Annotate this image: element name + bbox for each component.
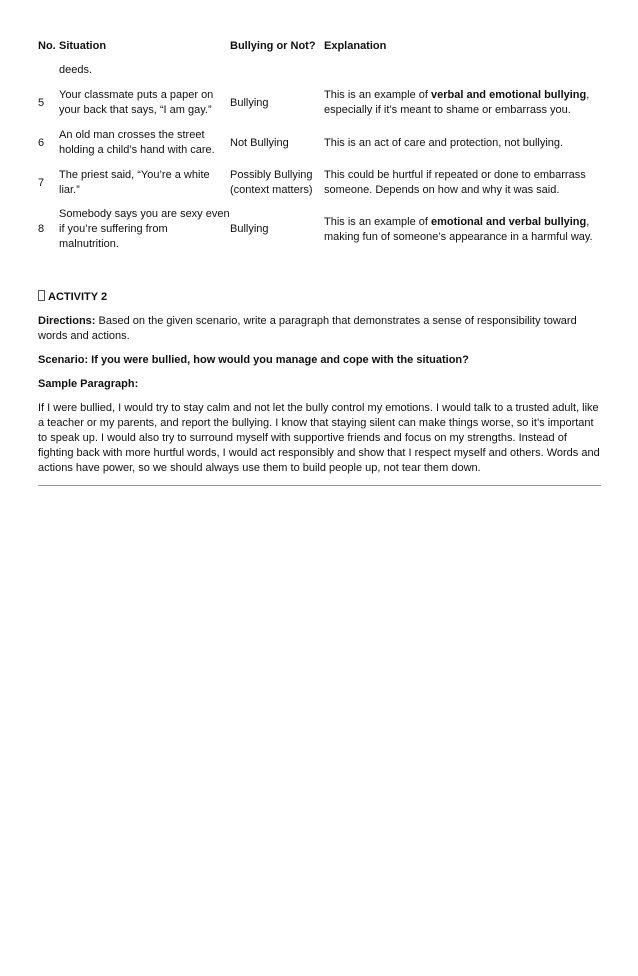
cell-situation: Somebody says you are sexy even if you’re suffering from malnutrition. [59, 208, 230, 250]
cell-no: 7 [38, 176, 45, 189]
horizontal-rule [38, 485, 601, 486]
explanation-text: This is an act of care and protection, not bullying. [324, 136, 564, 149]
scenario-text: Scenario: If you were bullied, how would you manage and cope with the situation? [38, 354, 469, 366]
cell-bullying: Bullying [230, 96, 269, 109]
cell-situation: deeds. [59, 64, 93, 76]
explanation-bold: emotional and verbal bullying [431, 215, 587, 228]
table-row [38, 87, 601, 127]
sample-paragraph: If I were bullied, I would try to stay calm and not let the bully control my emotions. I would talk to a trusted adult, like a teacher or my parents, and report the bullying. I know that staying silent can make things worse, so it’s important to speak up. I would also try to surround myself with supportive friends and focus on my strengths. Instead of fighting back with more hurtful words, I would act responsibly and show that I respect myself and others. Words and actions have power, so we should always use them to build people up, not tear them down. [38, 402, 600, 474]
cell-no: 8 [38, 223, 45, 235]
directions-text: Based on the given scenario, write a paragraph that demonstrates a sense of responsibility toward words and actions. [38, 315, 577, 342]
cell-bullying: Possibly Bullying (context matters) [230, 169, 313, 196]
cell-explanation [324, 207, 601, 260]
directions-label: Directions: [38, 315, 96, 327]
cell-no: 5 [38, 96, 45, 109]
explanation-text-end: , making fun of someone’s appearance in a harmful way. [324, 215, 593, 243]
cell-explanation [324, 87, 601, 127]
cell-bullying: Not Bullying [230, 136, 289, 149]
cell-bullying [230, 63, 324, 87]
header-no: No. [38, 39, 56, 52]
table-row [38, 167, 601, 207]
cell-no [38, 63, 59, 87]
cell-situation: An old man crosses the street holding a child’s hand with care. [59, 129, 215, 156]
table-row-continuation [38, 63, 601, 87]
activity-title: ACTIVITY 2 [48, 291, 108, 303]
explanation-text: This is an example of [324, 215, 431, 228]
directions-paragraph [38, 314, 601, 344]
cell-bullying: Bullying [230, 223, 269, 235]
table-header-row [38, 37, 601, 63]
bullying-table [38, 37, 601, 260]
cell-explanation [324, 167, 601, 207]
checkbox-glyph-icon [38, 290, 45, 301]
header-situation: Situation [59, 39, 107, 52]
activity-heading [38, 290, 601, 305]
cell-no: 6 [38, 136, 45, 149]
header-explanation: Explanation [324, 39, 387, 52]
document-page [38, 37, 601, 486]
cell-explanation [324, 63, 601, 87]
table-row [38, 127, 601, 167]
explanation-text: This could be hurtful if repeated or done to embarrass someone. Depends on how and why it was said. [324, 169, 586, 196]
header-bullying: Bullying or Not? [230, 39, 316, 52]
table-row [38, 207, 601, 260]
cell-explanation [324, 127, 601, 167]
explanation-bold: verbal and emotional bullying [431, 89, 587, 101]
sample-label: Sample Paragraph: [38, 378, 139, 390]
explanation-text: This is an example of [324, 89, 431, 101]
explanation-text-end: , especially if it’s meant to shame or embarrass you. [324, 89, 590, 116]
cell-situation: The priest said, “You’re a white liar.” [59, 169, 210, 196]
cell-situation: Your classmate puts a paper on your back that says, “I am gay.” [59, 89, 214, 116]
